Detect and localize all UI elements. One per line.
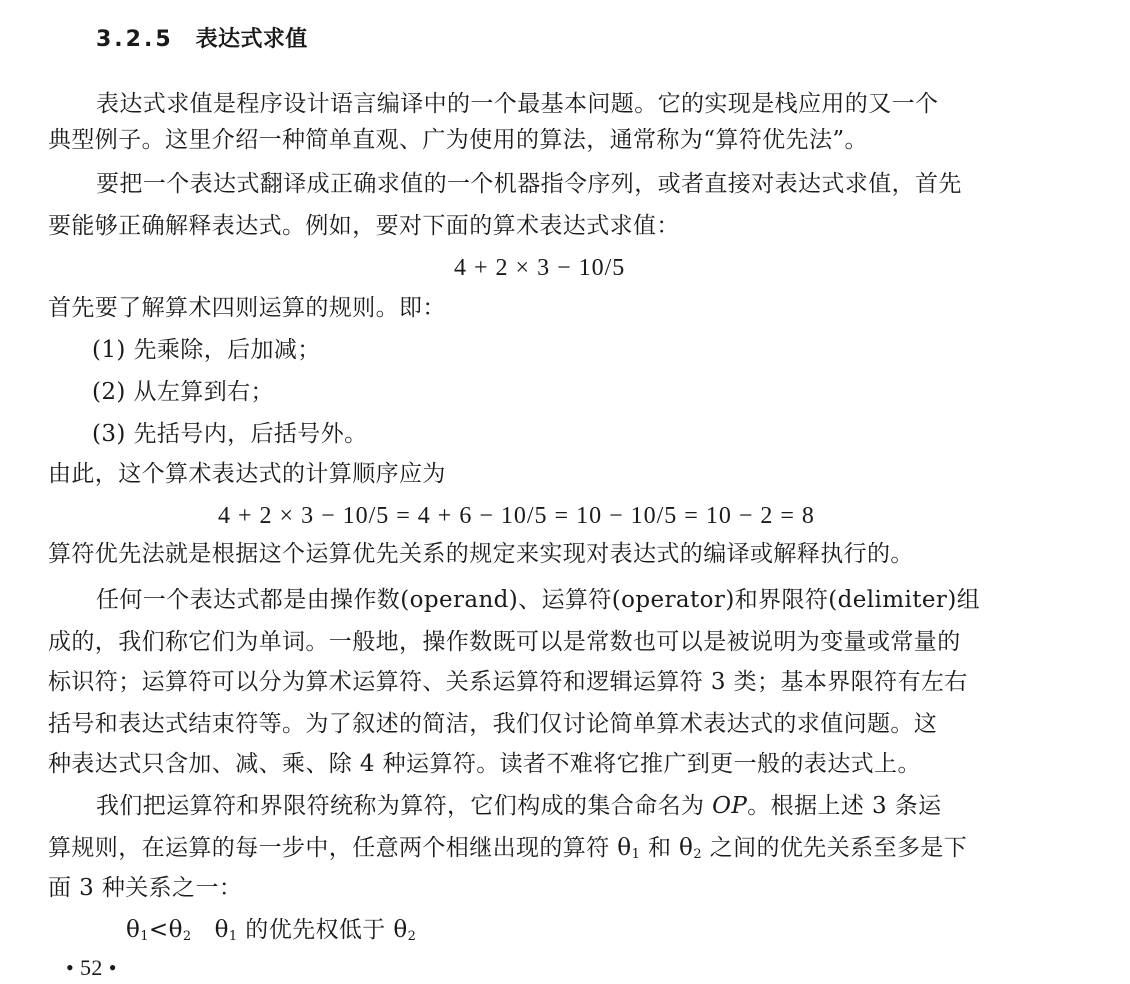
rule-item: (2) 从左算到右； [92,379,274,405]
subscript: 1 [140,929,149,944]
relation-line [126,914,416,953]
page-number: • 52 • [66,955,117,980]
theta-symbol: θ [126,917,141,943]
paragraph-line: 任何一个表达式都是由操作数(operand)、运算符(operator)和界限符(delimiter)组 [96,587,981,613]
paragraph-line: 括号和表达式结束符等。为了叙述的简洁，我们仅讨论简单算术表达式的求值问题。这 [48,711,938,737]
text-span: 我们把运算符和界限符统称为算符，它们构成的集合命名为 [96,793,713,819]
paragraph-line: 成的，我们称它们为单词。一般地，操作数既可以是常数也可以是被说明为变量或常量的 [48,629,961,655]
paragraph-line: 算符优先法就是根据这个运算优先关系的规定来实现对表达式的编译或解释执行的。 [48,541,914,567]
subscript: 2 [407,929,417,944]
formula-expression: 4 + 2 × 3 − 10/5 [454,255,626,281]
formula-evaluation: 4 + 2 × 3 − 10/5 = 4 + 6 − 10/5 = 10 − 10/5 = 10 − 2 = 8 [218,503,815,529]
theta-symbol: θ [191,917,229,943]
less-than-symbol: < [148,917,169,943]
text-span: 和 θ [640,835,694,861]
paragraph-line: 由此，这个算术表达式的计算顺序应为 [48,461,446,487]
paragraph-line: 要把一个表达式翻译成正确求值的一个机器指令序列，或者直接对表达式求值，首先 [96,171,962,197]
paragraph-line: 首先要了解算术四则运算的规则。即： [48,295,446,321]
section-number: 3.2.5 [96,27,174,52]
rule-item: (1) 先乘除，后加减； [92,337,321,363]
paragraph-line: 面 3 种关系之一： [48,875,243,901]
op-symbol: OP [712,793,748,819]
paragraph-line [96,790,942,822]
section-heading [96,24,308,56]
subscript: 2 [182,929,192,944]
text-span: 算规则，在运算的每一步中，任意两个相继出现的算符 θ [48,835,632,861]
paragraph-line: 典型例子。这里介绍一种简单直观、广为使用的算法，通常称为“算符优先法”。 [48,127,868,153]
subscript: 1 [631,847,641,862]
paragraph-line: 表达式求值是程序设计语言编译中的一个最基本问题。它的实现是栈应用的又一个 [96,91,939,117]
text-span: 。根据上述 3 条运 [747,793,942,819]
paragraph-line: 种表达式只含加、减、乘、除 4 种运算符。读者不难将它推广到更一般的表达式上。 [48,751,921,777]
text-span: 的优先权低于 θ [237,917,408,943]
subscript: 2 [693,847,702,862]
section-title: 表达式求值 [195,27,308,52]
paragraph-line: 要能够正确解释表达式。例如，要对下面的算术表达式求值： [48,213,680,239]
subscript: 1 [228,929,238,944]
text-span: 之间的优先关系至多是下 [701,835,968,861]
rule-item: (3) 先括号内，后括号外。 [92,421,368,447]
paragraph-line [48,832,967,871]
theta-symbol: θ [168,917,183,943]
paragraph-line: 标识符；运算符可以分为算术运算符、关系运算符和逻辑运算符 3 类；基本界限符有左右 [48,669,968,695]
